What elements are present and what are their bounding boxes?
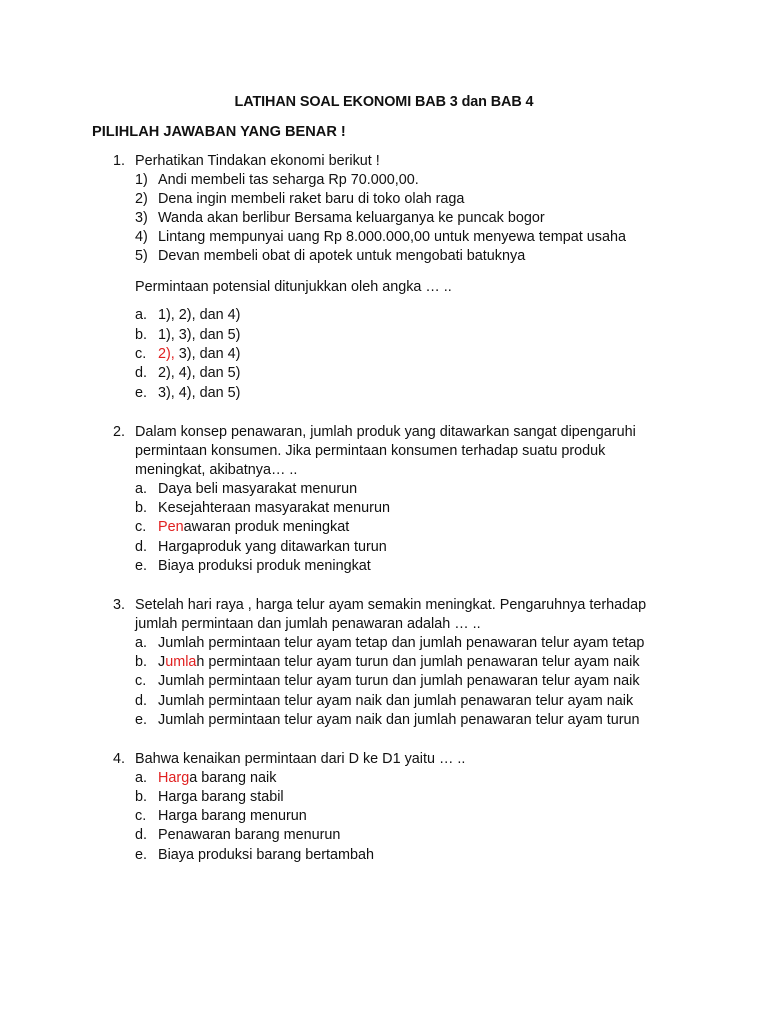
instruction-heading: PILIHLAH JAWABAN YANG BENAR ! (92, 124, 346, 140)
option-letter: b. (135, 654, 148, 670)
option-text: Kesejahteraan masyarakat menurun (158, 500, 390, 516)
option-text: 2), 4), dan 5) (158, 365, 241, 381)
question-number: 4. (113, 751, 126, 767)
question-text: meningkat, akibatnya… .. (135, 462, 298, 478)
question-number: 1. (113, 153, 126, 169)
list-item-text: Devan membeli obat di apotek untuk mengobati batuknya (158, 248, 526, 264)
list-item-text: Wanda akan berlibur Bersama keluarganya ke puncak bogor (158, 210, 545, 226)
option-text: 3), dan 4) (174, 346, 241, 362)
option-text: h permintaan telur ayam turun dan jumlah penawaran telur ayam naik (196, 654, 640, 670)
option-letter: a. (135, 635, 148, 651)
question-text: Dalam konsep penawaran, jumlah produk yang ditawarkan sangat dipengaruhi (135, 424, 636, 440)
option-text: Jumlah permintaan telur ayam naik dan jumlah penawaran telur ayam naik (158, 693, 634, 709)
option-letter: d. (135, 365, 148, 381)
option-letter: d. (135, 827, 148, 843)
option-letter: c. (135, 808, 147, 824)
option-text: Harga barang stabil (158, 789, 284, 805)
option-letter: e. (135, 712, 148, 728)
option-text: Daya beli masyarakat menurun (158, 481, 358, 497)
option-letter: e. (135, 558, 148, 574)
option-letter: a. (135, 481, 148, 497)
question-number: 3. (113, 597, 126, 613)
option-text: 3), 4), dan 5) (158, 385, 241, 401)
option-text: awaran produk meningkat (183, 519, 350, 535)
option-text: 1), 2), dan 4) (158, 307, 241, 323)
list-item-text: Dena ingin membeli raket baru di toko olah raga (158, 191, 465, 207)
list-item-number: 1) (135, 172, 148, 188)
option-text: a barang naik (189, 770, 277, 786)
highlighted-text: Pen (158, 519, 184, 535)
option-letter: a. (135, 307, 148, 323)
option-text: Harga barang menurun (158, 808, 307, 824)
question-text: Bahwa kenaikan permintaan dari D ke D1 yaitu … .. (135, 751, 466, 767)
question-text: Setelah hari raya , harga telur ayam semakin meningkat. Pengaruhnya terhadap (135, 597, 647, 613)
question-prompt: Permintaan potensial ditunjukkan oleh angka … .. (135, 279, 452, 295)
list-item-text: Lintang mempunyai uang Rp 8.000.000,00 untuk menyewa tempat usaha (158, 229, 627, 245)
option-text: 1), 3), dan 5) (158, 327, 241, 343)
list-item-number: 3) (135, 210, 148, 226)
option-text: Jumlah permintaan telur ayam tetap dan jumlah penawaran telur ayam tetap (158, 635, 645, 651)
list-item-number: 2) (135, 191, 148, 207)
list-item-number: 5) (135, 248, 148, 264)
option-text: Penawaran barang menurun (158, 827, 341, 843)
option-letter: c. (135, 346, 147, 362)
option-letter: d. (135, 539, 148, 555)
option-text: Biaya produksi barang bertambah (158, 847, 374, 863)
option-letter: b. (135, 500, 148, 516)
list-item-number: 4) (135, 229, 148, 245)
option-text: Jumlah permintaan telur ayam turun dan jumlah penawaran telur ayam naik (158, 673, 640, 689)
option-text: Hargaproduk yang ditawarkan turun (158, 539, 387, 555)
document-title: LATIHAN SOAL EKONOMI BAB 3 dan BAB 4 (234, 94, 534, 110)
option-letter: a. (135, 770, 148, 786)
list-item-text: Andi membeli tas seharga Rp 70.000,00. (158, 172, 419, 188)
option-letter: b. (135, 789, 148, 805)
question-text: jumlah permintaan dan jumlah penawaran adalah … .. (135, 616, 481, 632)
option-letter: e. (135, 847, 148, 863)
question-number: 2. (113, 424, 126, 440)
highlighted-text: umla (165, 654, 197, 670)
highlighted-text: Harg (158, 770, 190, 786)
option-letter: b. (135, 327, 148, 343)
option-letter: c. (135, 673, 147, 689)
option-text-start: J (158, 654, 166, 670)
option-letter: e. (135, 385, 148, 401)
question-text: Perhatikan Tindakan ekonomi berikut ! (135, 153, 380, 169)
highlighted-text: 2), (158, 346, 175, 362)
option-letter: c. (135, 519, 147, 535)
option-letter: d. (135, 693, 148, 709)
question-text: permintaan konsumen. Jika permintaan konsumen terhadap suatu produk (135, 443, 606, 459)
option-text: Biaya produksi produk meningkat (158, 558, 371, 574)
option-text: Jumlah permintaan telur ayam naik dan jumlah penawaran telur ayam turun (158, 712, 640, 728)
